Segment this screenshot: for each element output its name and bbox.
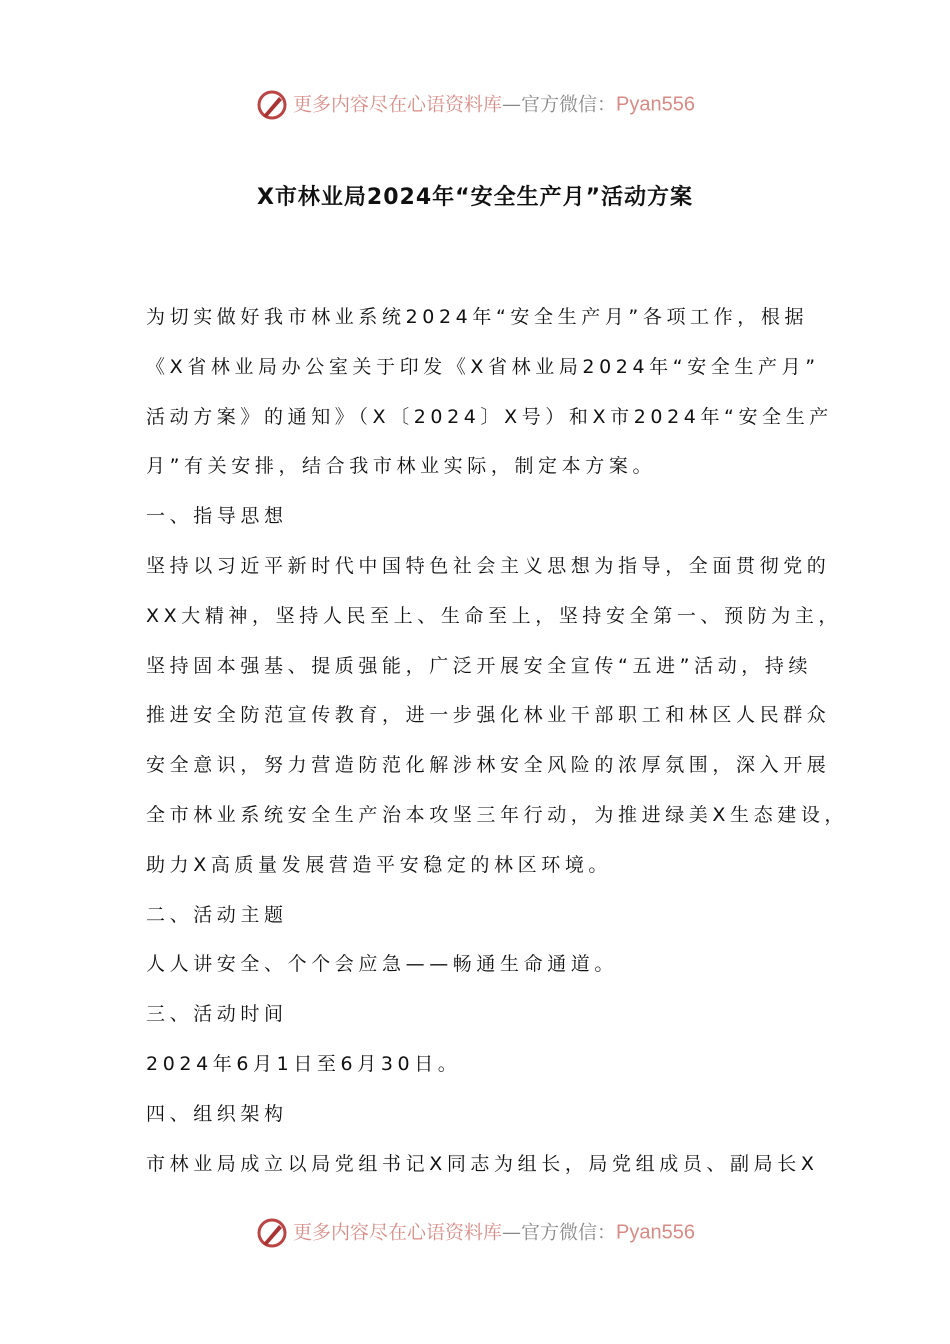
body-line: 市林业局成立以局党组书记X同志为组长，局党组成员、副局长X	[146, 1152, 819, 1175]
body-line: 助力X高质量发展营造平安稳定的林区环境。	[146, 853, 613, 876]
watermark-header	[0, 88, 950, 122]
watermark-site: 更多内容尽在心语资料库	[293, 93, 503, 116]
body-line: XX大精神，坚持人民至上、生命至上，坚持安全第一、预防为主，	[146, 604, 843, 627]
watermark-dash: —	[502, 1221, 522, 1244]
watermark-wechat-label: 官方微信：	[521, 1221, 617, 1244]
section-heading: 一、指导思想	[146, 505, 288, 528]
body-line: 安全意识，努力营造防范化解涉林安全风险的浓厚氛围，深入开展	[146, 754, 831, 777]
document-body	[146, 300, 849, 1196]
watermark-wechat-id: Pyan556	[616, 93, 695, 116]
watermark-dash: —	[502, 93, 522, 116]
body-line: 坚持固本强基、提质强能，广泛开展安全宣传“五进”活动，持续	[146, 654, 813, 677]
body-line: 坚持以习近平新时代中国特色社会主义思想为指导，全面贯彻党的	[146, 554, 831, 577]
body-line: 推进安全防范宣传教育，进一步强化林业干部职工和林区人民群众	[146, 704, 831, 727]
document-title: X市林业局2024年“安全生产月”活动方案	[256, 185, 694, 210]
body-line: 全市林业系统安全生产治本攻坚三年行动，为推进绿美X生态建设，	[146, 803, 849, 826]
section-heading: 二、活动主题	[146, 903, 288, 926]
body-line: 活动方案》的通知》（X〔2024〕X号）和X市2024年“安全生产	[146, 405, 833, 428]
pen-logo-icon	[255, 88, 289, 122]
body-line: 为切实做好我市林业系统2024年“安全生产月”各项工作，根据	[146, 306, 809, 328]
section-heading: 三、活动时间	[146, 1003, 288, 1026]
watermark-wechat-label: 官方微信：	[521, 93, 617, 116]
pen-logo-icon	[255, 1216, 289, 1250]
watermark-site: 更多内容尽在心语资料库	[293, 1221, 503, 1244]
body-line: 《X省林业局办公室关于印发《X省林业局2024年“安全生产月”	[146, 355, 820, 378]
body-line: 人人讲安全、个个会应急——畅通生命通道。	[146, 953, 619, 976]
watermark-footer	[0, 1216, 950, 1250]
section-heading: 四、组织架构	[146, 1102, 288, 1125]
body-line: 月”有关安排，结合我市林业实际，制定本方案。	[146, 455, 657, 478]
watermark-wechat-id: Pyan556	[616, 1221, 695, 1244]
body-line: 2024年6月1日至6月30日。	[146, 1052, 462, 1075]
